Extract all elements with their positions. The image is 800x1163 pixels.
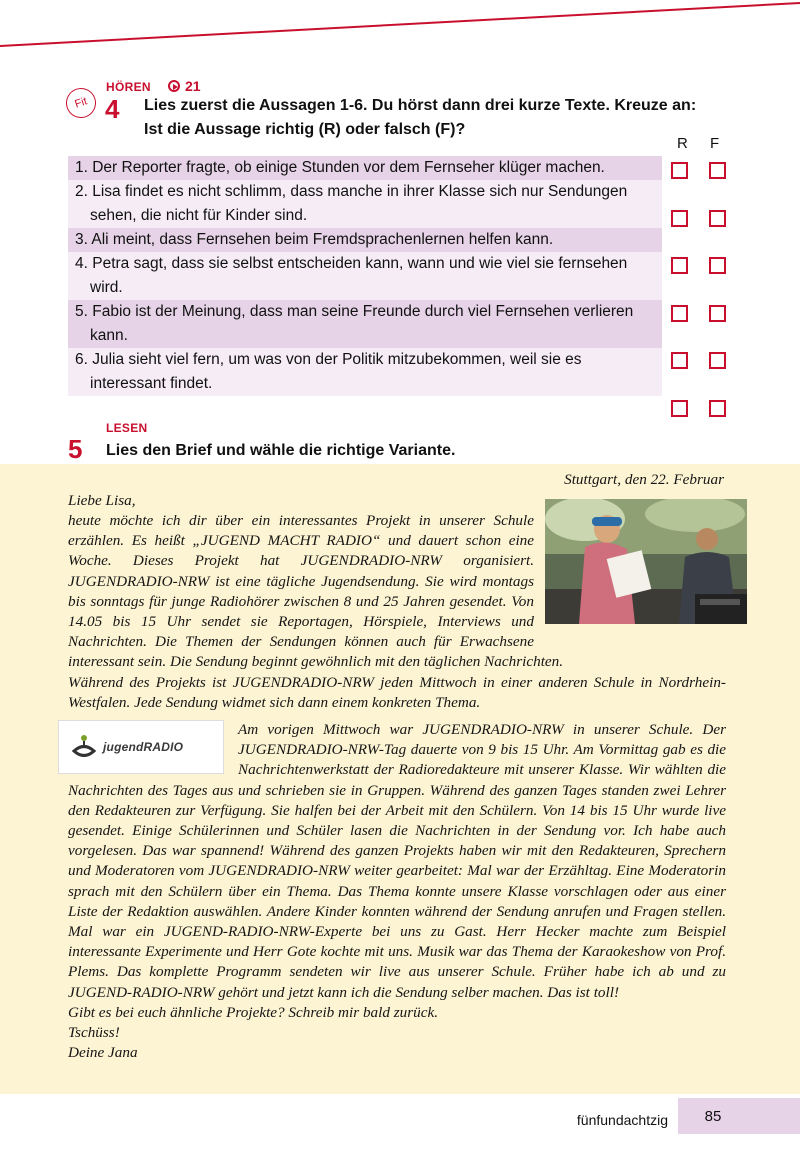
statement-2: 2. Lisa findet es nicht schlimm, dass manche in ihrer Klasse sich nur Sendungen sehen, die nicht für Kinder sind. <box>68 180 662 228</box>
letter-body-top <box>68 511 726 713</box>
page-number-tab <box>678 1098 800 1134</box>
skill-label-lesen: LESEN <box>106 421 148 435</box>
letter-paragraph-3: Am vorigen Mittwoch war JUGENDRADIO-NRW in unserer Schule. Der JUGENDRADIO-NRW-Tag dauerte von 9 bis 15 Uhr. Am Vormittag gab es die Nachrichtenwerkstatt der Radioredakteure mit unserer Klasse. Wir wählten die Nachrichten des Tages aus und schrieben sie in Gruppen. Während des ganzen Tages standen zwei Lehrer den Redakteuren zur Verfügung. Sie halfen bei der Arbeit mit den Schülern. Von 14 bis 15 Uhr wurde live gesendet. Einige Schülerinnen und Schüler lasen die Nachrichten in der Sendung vor. Ich habe auch vorgelesen. Das war spannend! Während des ganzen Projekts haben wir mit den Redakteuren, Sprechern und Moderatoren vom JUGENDRADIO-NRW weiter gearbeitet: Mal war der Erzähltag. Eine Moderatorin sprach mit den Schülern über ein Thema. Das Thema konnte unsere Klasse vorschlagen oder aus einer Liste der Redaktion auswählen. Andere Kinder konnten während der Sendung anrufen und Fragen stellen. Mal war ein JUGEND-RADIO-NRW-Experte bei uns zu Gast. Herr Hecker machte zum Beispiel interessante Experimente und Herr Gote kochte mit uns. Musik war das Thema der Karaokeshow von Prof. Plems. Das komplette Programm sendeten wir live aus unserer Schule. Früher habe ich ab und zu JUGEND-RADIO-NRW gehört und jetzt kann ich die Sendung selber machen. Das ist toll! <box>68 721 726 1001</box>
checkbox-f-2[interactable] <box>709 210 726 227</box>
letter-paragraph-1: heute möchte ich dir über ein interessantes Projekt in unserer Schule erzählen. Es heißt „JUGEND MACHT RADIO“ und dauert schon eine Woche. Dieses Projekt hat JUGENDRADIO-NRW organisiert. JUGENDRADIO-NRW ist eine tägliche Jugendsendung. Sie wird montags bis sonntags für junge Radiohörer zwischen 8 und 25 Jahren gesendet. Von 14.05 bis 15 Uhr sendet sie Reportagen, Hörspiele, Interviews und Nachrichten. Die Themen der Sendungen können auch für Erwachsene interessant sein. Die Sendung beginnt gewöhnlich mit den täglichen Nachrichten. <box>68 512 564 671</box>
instruction-line-2: Ist die Aussage richtig (R) oder falsch (F)? <box>144 121 466 138</box>
statement-5: 5. Fabio ist der Meinung, dass man seine Freunde durch viel Fernsehen verlieren kann. <box>68 300 662 348</box>
checkbox-f-6[interactable] <box>709 400 726 417</box>
exercise-4-instruction <box>144 94 744 142</box>
skill-label-hoeren: HÖREN <box>106 80 151 94</box>
letter-paragraph-2: Während des Projekts ist JUGENDRADIO-NRW jeden Mittwoch in einer anderen Schule in Nordrhein-Westfalen. Jede Sendung widmet sich dann einem konkreten Thema. <box>68 673 726 711</box>
fit-badge: Fit <box>62 84 100 122</box>
audio-track[interactable] <box>168 78 201 94</box>
checkbox-r-2[interactable] <box>671 210 688 227</box>
letter-greeting: Liebe Lisa, <box>68 492 136 509</box>
statement-6: 6. Julia sieht viel fern, um was von der Politik mitzubekommen, weil sie es interessant findet. <box>68 348 662 396</box>
exercise-number-4: 4 <box>105 94 120 124</box>
statement-4: 4. Petra sagt, dass sie selbst entscheiden kann, wann und wie viel sie fernsehen wird. <box>68 252 662 300</box>
play-track-icon <box>168 80 180 92</box>
column-header-f: F <box>710 135 720 152</box>
checkbox-f-1[interactable] <box>709 162 726 179</box>
page-number: 85 <box>704 1107 722 1125</box>
letter-body-bottom <box>68 720 726 1063</box>
column-header-r: R <box>677 135 688 152</box>
top-decorative-line <box>0 0 800 60</box>
checkbox-r-1[interactable] <box>671 162 688 179</box>
checkbox-f-5[interactable] <box>709 352 726 369</box>
letter-question: Gibt es bei euch ähnliche Projekte? Schreib mir bald zurück. <box>68 1003 439 1021</box>
logo-text: jugendRADIO <box>103 740 184 754</box>
letter-bye: Tschüss! <box>68 1024 120 1042</box>
exercise-number-5: 5 <box>68 434 83 464</box>
track-number: 21 <box>185 78 201 94</box>
exercise-5-instruction: Lies den Brief und wähle die richtige Variante. <box>106 442 456 459</box>
checkbox-r-5[interactable] <box>671 352 688 369</box>
letter-date: Stuttgart, den 22. Februar <box>564 471 724 488</box>
page-number-words: fünfundachtzig <box>576 1112 668 1128</box>
letter-signature: Deine Jana <box>68 1044 138 1062</box>
checkbox-f-4[interactable] <box>709 305 726 322</box>
checkbox-r-4[interactable] <box>671 305 688 322</box>
checkbox-r-3[interactable] <box>671 257 688 274</box>
statement-3: 3. Ali meint, dass Fernsehen beim Fremdsprachenlernen helfen kann. <box>68 228 662 252</box>
checkbox-f-3[interactable] <box>709 257 726 274</box>
statement-list <box>68 156 662 396</box>
instruction-line-1: Lies zuerst die Aussagen 1-6. Du hörst dann drei kurze Texte. Kreuze an: <box>144 97 697 114</box>
statement-1: 1. Der Reporter fragte, ob einige Stunden vor dem Fernseher klüger machen. <box>68 156 662 180</box>
checkbox-r-6[interactable] <box>671 400 688 417</box>
